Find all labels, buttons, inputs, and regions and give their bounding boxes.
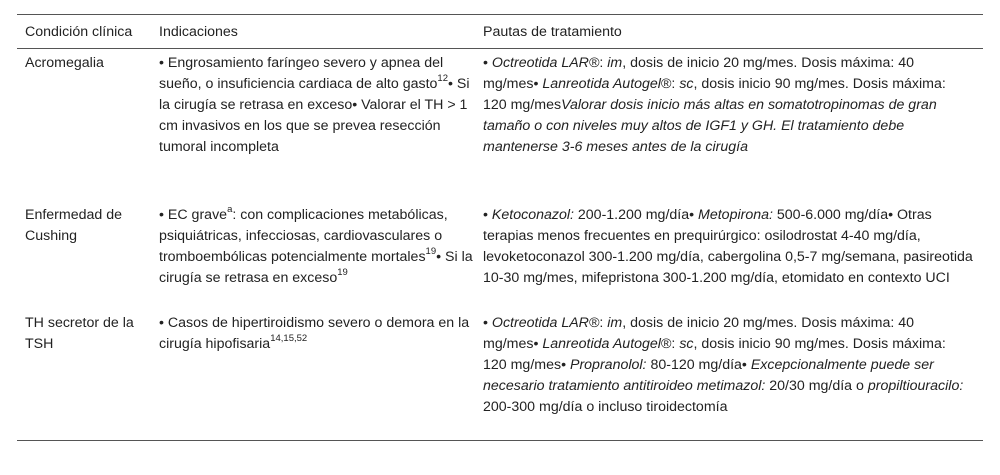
text-run: sc	[679, 336, 694, 352]
table-row	[17, 49, 983, 201]
text-run: Propranolol:	[569, 357, 647, 373]
indications-cell	[151, 205, 475, 309]
table-row	[17, 201, 983, 309]
text-run: • Engrosamiento faríngeo severo y apnea del sueño, o insuficiencia cardiaca de alto gasto	[159, 55, 444, 92]
condition-cell: Enfermedad de Cushing	[25, 207, 123, 244]
text-run: 80-120 mg/día•	[646, 357, 751, 373]
table-row	[17, 309, 983, 441]
text-run: ®:	[660, 76, 680, 92]
text-run: 200-300 mg/día o incluso tiroidectomía	[483, 399, 728, 415]
header-pautas: Pautas de tratamiento	[483, 24, 622, 40]
text-run: •	[483, 207, 492, 223]
reference-superscript: 14,15,52	[270, 333, 308, 345]
text-run: •	[483, 315, 492, 331]
treatment-cell	[475, 313, 983, 440]
text-run: 200-1.200 mg/día•	[573, 207, 699, 223]
treatment-table	[17, 14, 983, 441]
reference-superscript: 12	[437, 73, 448, 85]
text-run: Octreotida LAR®	[491, 55, 600, 71]
treatment-cell	[475, 205, 983, 309]
indications-cell	[151, 53, 475, 201]
text-run: Metopirona:	[698, 207, 773, 223]
text-run: • Casos de hipertiroidismo severo o demora en la cirugía hipofisaria	[159, 315, 470, 352]
header-condicion: Condición clínica	[25, 24, 133, 40]
text-run: Lanreotida Autogel	[542, 76, 661, 92]
reference-superscript: 19	[425, 246, 437, 258]
text-run: Lanreotida Autogel	[542, 336, 661, 352]
indications-cell	[151, 313, 475, 440]
text-run: , dosis de inicio 20 mg/mes. Dosis máxima: 40 mg/mes•	[483, 55, 914, 92]
treatment-cell	[475, 53, 983, 201]
text-run: propiltiouracilo:	[867, 378, 964, 394]
condition-cell: Acromegalia	[25, 55, 104, 71]
text-run: sc	[679, 76, 694, 92]
text-run: im	[607, 55, 623, 71]
text-run: , dosis de inicio 20 mg/mes. Dosis máxima: 40 mg/mes•	[483, 315, 914, 352]
text-run: Octreotida LAR®	[491, 315, 600, 331]
text-run: ®:	[660, 336, 680, 352]
text-run: :	[599, 315, 608, 331]
text-run: :	[599, 55, 608, 71]
table-header-row	[17, 14, 983, 49]
text-run: 500-6.000 mg/día• Otras terapias menos frecuentes en prequirúrgico: osilodrostat 4-40 mg/día, levoketoconazol 300-1.200 mg/día, cabergolina 0,5-7 mg/semana, pasireotida 10-30 mg/mes, mifepristona 300-1.200 mg/día, etomidato en contexto UCI	[483, 207, 973, 286]
text-run: • Si la cirugía se retrasa en exceso	[159, 249, 473, 286]
header-indicaciones: Indicaciones	[159, 24, 238, 40]
text-run: • EC grave	[159, 207, 228, 223]
text-run: : con complicaciones metabólicas, psiquiátricas, infecciosas, cardiovasculares o tromboembólicas potencialmente mortales	[159, 207, 448, 265]
text-run: •	[483, 55, 492, 71]
reference-superscript: 19	[337, 267, 348, 279]
text-run: , dosis inicio 90 mg/mes. Dosis máxima: 120 mg/mes	[483, 76, 946, 113]
text-run: 20/30 mg/día o	[765, 378, 868, 394]
text-run: Excepcionalmente puede ser necesario tratamiento antitiroideo metimazol:	[483, 357, 934, 394]
condition-cell: TH secretor de la TSH	[25, 315, 134, 352]
text-run: Valorar dosis inicio más altas en somatotropinomas de gran tamaño o con niveles muy altos de IGF1 y GH. El tratamiento debe mantenerse 3-6 meses antes de la cirugía	[483, 97, 937, 155]
text-run: im	[607, 315, 623, 331]
text-run: • Si la cirugía se retrasa en exceso• Valorar el TH > 1 cm invasivos en los que se prevea resección tumoral incompleta	[159, 76, 470, 155]
text-run: , dosis inicio 90 mg/mes. Dosis máxima: 120 mg/mes•	[483, 336, 946, 373]
reference-superscript: a	[227, 204, 233, 216]
text-run: Ketoconazol:	[491, 207, 574, 223]
